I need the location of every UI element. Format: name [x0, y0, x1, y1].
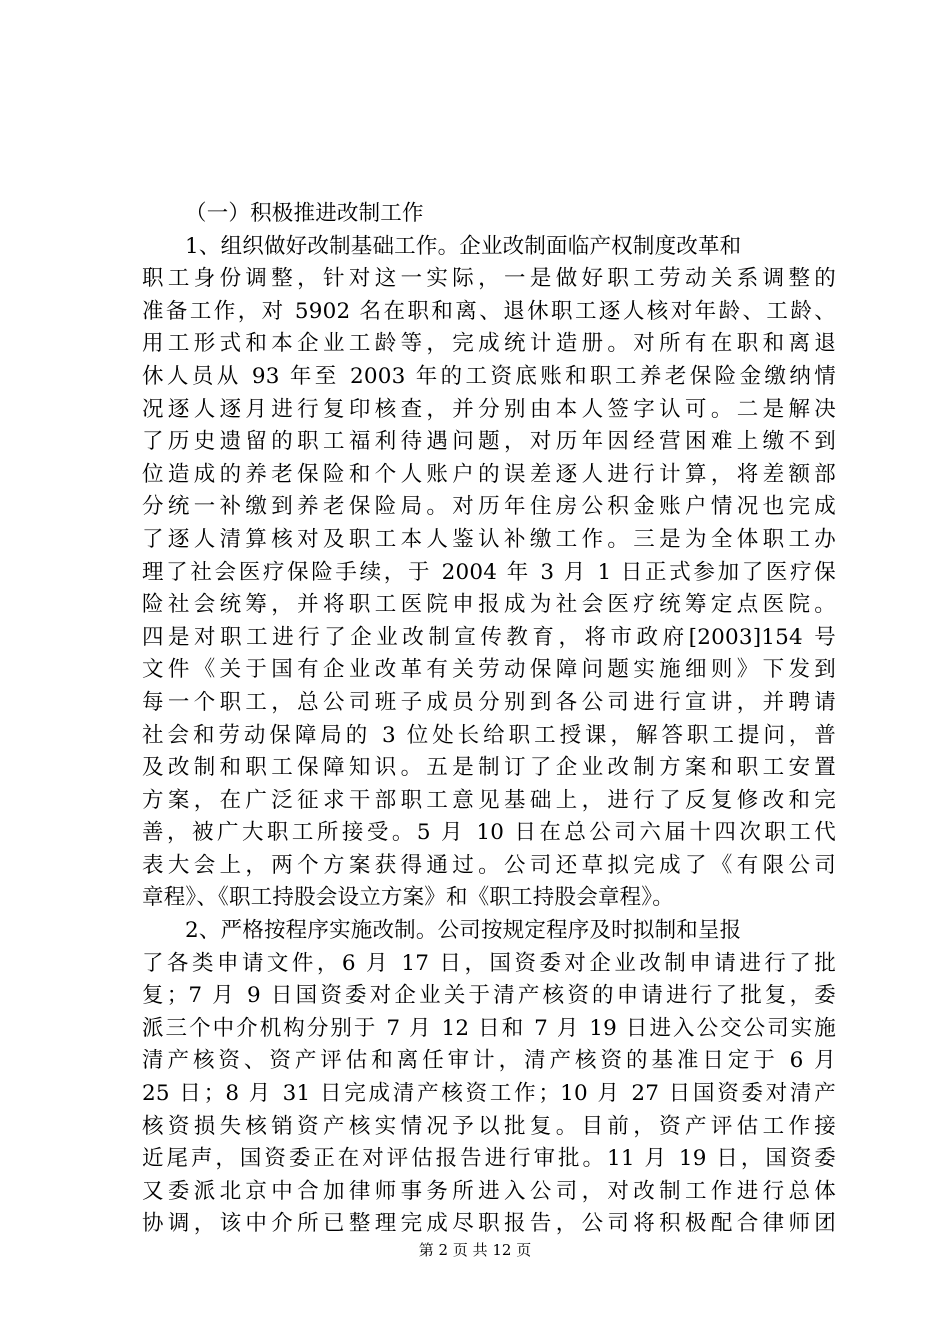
- paragraph-line: 险社会统筹，并将职工医院申报成为社会医疗统筹定点医院。: [142, 592, 836, 618]
- paragraph-line: 职工身份调整，针对这一实际，一是做好职工劳动关系调整的: [142, 266, 836, 292]
- paragraph-line: 25 日；8 月 31 日完成清产核资工作；10 月 27 日国资委对清产: [142, 1081, 836, 1107]
- paragraph-line: 善，被广大职工所接受。5 月 10 日在总公司六届十四次职工代: [142, 820, 836, 846]
- paragraph-line: 表大会上，两个方案获得通过。公司还草拟完成了《有限公司: [142, 852, 836, 878]
- paragraph-line: 协调，该中介所已整理完成尽职报告，公司将积极配合律师团: [142, 1211, 836, 1237]
- paragraph-line: 又委派北京中合加律师事务所进入公司，对改制工作进行总体: [142, 1178, 836, 1204]
- paragraph-line: 了各类申请文件，6 月 17 日，国资委对企业改制申请进行了批: [142, 950, 836, 976]
- paragraph-line: 每一个职工，总公司班子成员分别到各公司进行宣讲，并聘请: [142, 689, 836, 715]
- paragraph-line: 况逐人逐月进行复印核查，并分别由本人签字认可。二是解决: [142, 396, 836, 422]
- paragraph-line: 清产核资、资产评估和离任审计，清产核资的基准日定于 6 月: [142, 1048, 836, 1074]
- paragraph-line: 复；7 月 9 日国资委对企业关于清产核资的申请进行了批复，委: [142, 983, 836, 1009]
- paragraph-line: 文件《关于国有企业改革有关劳动保障问题实施细则》下发到: [142, 657, 836, 683]
- paragraph-line: 用工形式和本企业工龄等，完成统计造册。对所有在职和离退: [142, 331, 836, 357]
- paragraph-line: 章程》、《职工持股会设立方案》和《职工持股会章程》。: [142, 885, 674, 911]
- paragraph-line: 近尾声，国资委正在对评估报告进行审批。11 月 19 日，国资委: [142, 1146, 836, 1172]
- paragraph-line: 社会和劳动保障局的 3 位处长给职工授课，解答职工提问，普: [142, 722, 836, 748]
- paragraph-line: 及改制和职工保障知识。五是制订了企业改制方案和职工安置: [142, 755, 836, 781]
- paragraph-line: 位造成的养老保险和个人账户的误差逐人进行计算，将差额部: [142, 461, 836, 487]
- paragraph-line: 了历史遗留的职工福利待遇问题，对历年因经营困难上缴不到: [142, 429, 836, 455]
- paragraph-line: 核资损失核销资产核实情况予以批复。目前，资产评估工作接: [142, 1113, 836, 1139]
- paragraph-line: 四是对职工进行了企业改制宣传教育，将市政府[2003]154 号: [142, 624, 836, 650]
- paragraph-line: 了逐人清算核对及职工本人鉴认补缴工作。三是为全体职工办: [142, 526, 836, 552]
- paragraph-line: 分统一补缴到养老保险局。对历年住房公积金账户情况也完成: [142, 494, 836, 520]
- paragraph-line: 派三个中介机构分别于 7 月 12 日和 7 月 19 日进入公交公司实施: [142, 1015, 836, 1041]
- section-heading: （一）积极推进改制工作: [185, 201, 424, 226]
- paragraph-line: 方案，在广泛征求干部职工意见基础上，进行了反复修改和完: [142, 787, 836, 813]
- paragraph-line: 理了社会医疗保险手续，于 2004 年 3 月 1 日正式参加了医疗保: [142, 559, 836, 585]
- paragraph-line: 准备工作，对 5902 名在职和离、退休职工逐人核对年龄、工龄、: [142, 298, 836, 324]
- paragraph-line: 休人员从 93 年至 2003 年的工资底账和职工养老保险金缴纳情: [142, 363, 836, 389]
- paragraph-line: 1、组织做好改制基础工作。企业改制面临产权制度改革和: [185, 233, 742, 259]
- page-number-footer: 第 2 页 共 12 页: [418, 1241, 532, 1259]
- paragraph-line: 2、严格按程序实施改制。公司按规定程序及时拟制和呈报: [185, 918, 742, 944]
- document-body: [142, 198, 836, 1241]
